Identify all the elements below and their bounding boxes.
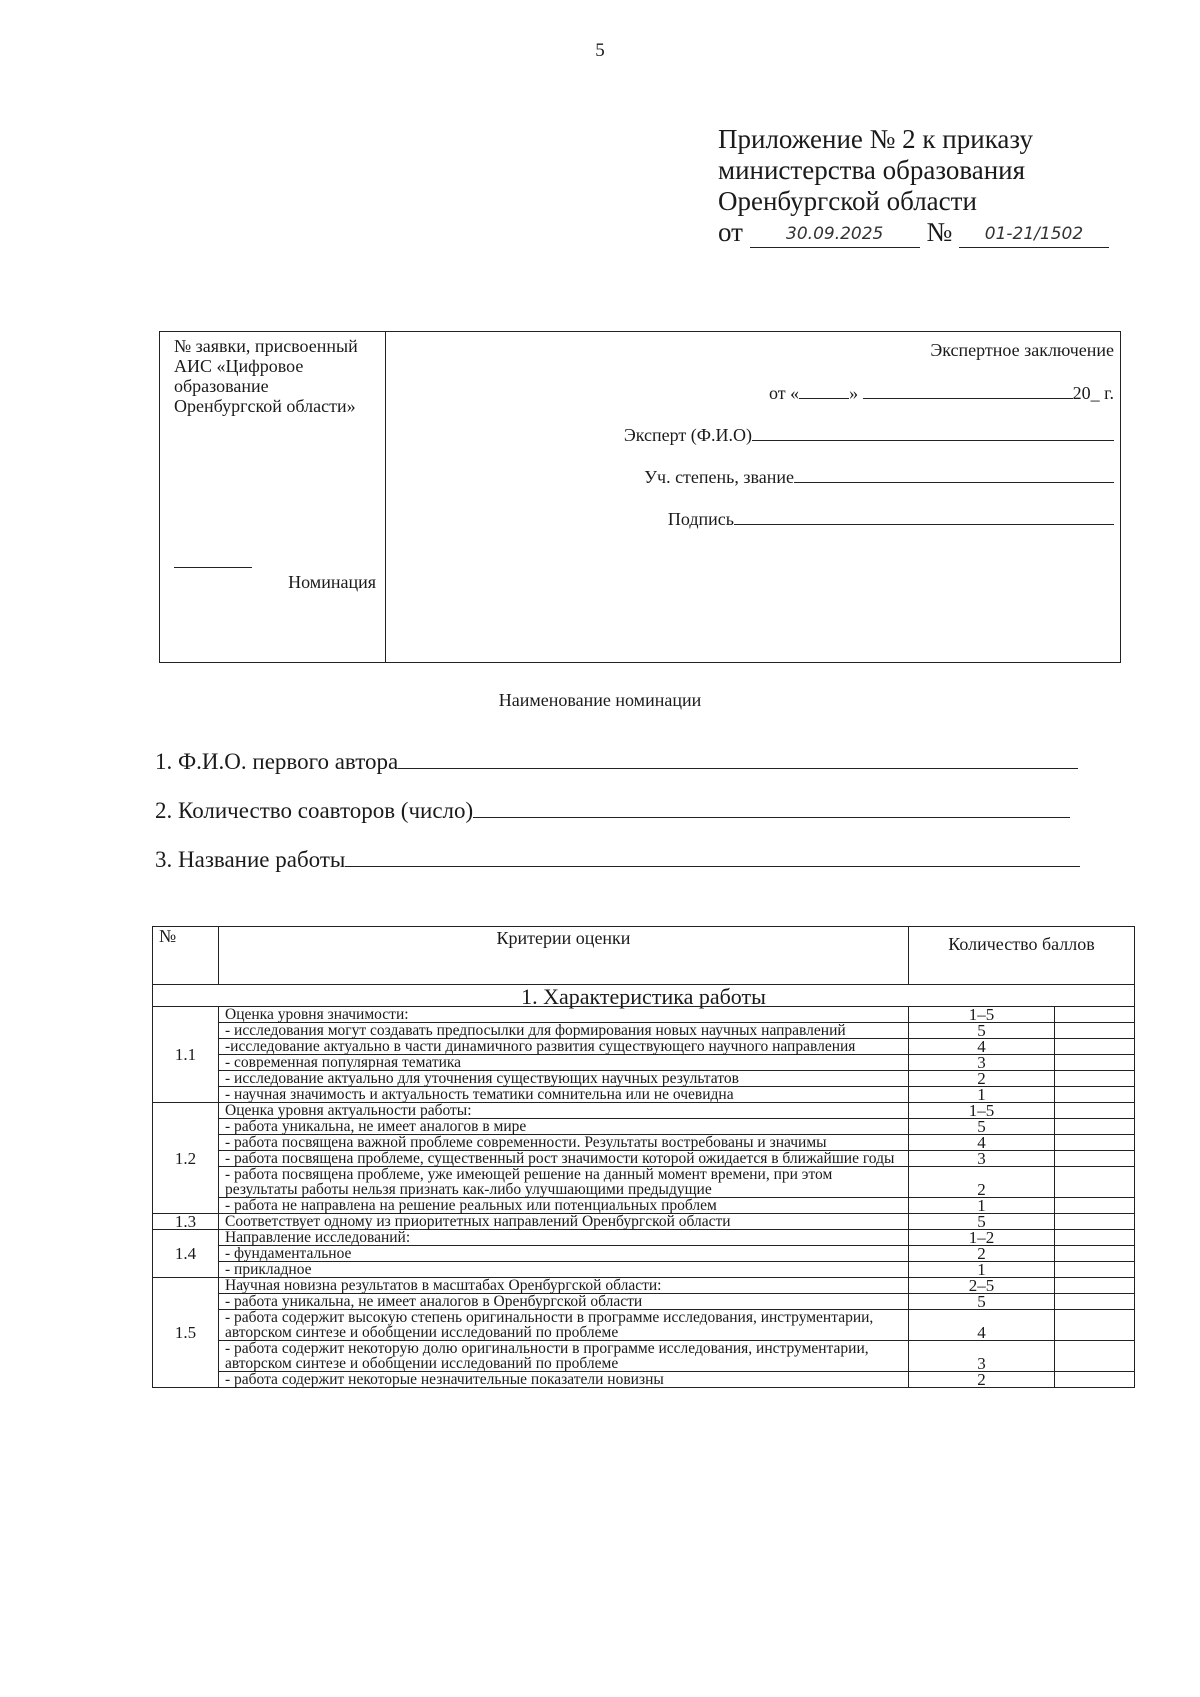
first-author-blank[interactable]	[398, 748, 1078, 769]
date-prefix: от «	[769, 383, 800, 403]
table-header-row	[153, 927, 1135, 985]
header-score: Количество баллов	[909, 927, 1135, 985]
criterion-score: 5	[909, 1119, 1055, 1135]
table-row	[153, 1372, 1135, 1388]
score-entry-cell[interactable]	[1055, 1135, 1135, 1151]
date-year: 20_ г.	[1072, 383, 1114, 403]
score-entry-cell[interactable]	[1055, 1039, 1135, 1055]
appendix-line-3: Оренбургской области	[718, 186, 977, 216]
criterion-score: 2	[909, 1071, 1055, 1087]
score-entry-cell[interactable]	[1055, 1119, 1135, 1135]
criterion-score: 4	[909, 1039, 1055, 1055]
criterion-text: - работа посвящена проблеме, существенный рост значимости которой ожидается в ближайшие годы	[219, 1151, 909, 1167]
score-entry-cell[interactable]	[1055, 1167, 1135, 1198]
score-entry-cell[interactable]	[1055, 1294, 1135, 1310]
table-row	[153, 1039, 1135, 1055]
appendix-header	[718, 124, 1109, 248]
criterion-text: - фундаментальное	[219, 1246, 909, 1262]
criterion-score: 3	[909, 1055, 1055, 1071]
table-row	[153, 1310, 1135, 1341]
criteria-body	[153, 985, 1135, 1388]
criterion-number: 1.2	[153, 1103, 219, 1214]
expert-form-box	[159, 331, 1121, 663]
table-row	[153, 1167, 1135, 1198]
table-row	[153, 1230, 1135, 1246]
criterion-score: 1	[909, 1198, 1055, 1214]
expert-label: Эксперт (Ф.И.О)	[623, 425, 752, 445]
criterion-text: Научная новизна результатов в масштабах Оренбургской области:	[219, 1278, 909, 1294]
criterion-score: 2–5	[909, 1278, 1055, 1294]
form-left-column	[160, 332, 386, 662]
field-label: 3. Название работы	[155, 847, 346, 872]
criterion-text: - работа содержит некоторую долю оригинальности в программе исследования, инструментарии, авторском синтезе и обобщении исследований по проблеме	[219, 1341, 909, 1372]
table-row	[153, 1341, 1135, 1372]
criterion-text: - современная популярная тематика	[219, 1055, 909, 1071]
criterion-score: 4	[909, 1310, 1055, 1341]
order-number: 01-21/1502	[959, 219, 1109, 248]
criterion-score: 1–5	[909, 1007, 1055, 1023]
score-entry-cell[interactable]	[1055, 1071, 1135, 1087]
score-entry-cell[interactable]	[1055, 1341, 1135, 1372]
score-entry-cell[interactable]	[1055, 1278, 1135, 1294]
criterion-score: 2	[909, 1167, 1055, 1198]
criterion-score: 2	[909, 1246, 1055, 1262]
score-entry-cell[interactable]	[1055, 1023, 1135, 1039]
criteria-table	[152, 926, 1135, 1388]
criterion-text: - прикладное	[219, 1262, 909, 1278]
criterion-number: 1.1	[153, 1007, 219, 1103]
section-row	[153, 985, 1135, 1007]
application-number-label: № заявки, присвоенный АИС «Цифровое образование Оренбургской области»	[174, 336, 358, 416]
criterion-text: Оценка уровня актуальности работы:	[219, 1103, 909, 1119]
criterion-text: - научная значимость и актуальность тематики сомнительна или не очевидна	[219, 1087, 909, 1103]
page-number: 5	[595, 40, 605, 61]
from-label: от	[718, 217, 743, 247]
criterion-text: Направление исследований:	[219, 1230, 909, 1246]
criterion-text: Оценка уровня значимости:	[219, 1007, 909, 1023]
score-entry-cell[interactable]	[1055, 1007, 1135, 1023]
table-row	[153, 1294, 1135, 1310]
table-row	[153, 1135, 1135, 1151]
expert-blank[interactable]	[752, 424, 1114, 441]
header-criteria: Критерии оценки	[219, 927, 909, 985]
criterion-text: - работа содержит высокую степень оригинальности в программе исследования, инструментарии, авторском синтезе и обобщении исследований по проблеме	[219, 1310, 909, 1341]
coauthors-blank[interactable]	[473, 797, 1070, 818]
appendix-date-line	[718, 217, 1109, 248]
score-entry-cell[interactable]	[1055, 1310, 1135, 1341]
criterion-score: 1	[909, 1087, 1055, 1103]
criterion-score: 2	[909, 1372, 1055, 1388]
expert-conclusion-title: Экспертное заключение	[930, 340, 1114, 360]
table-row	[153, 1119, 1135, 1135]
field-label: 1. Ф.И.О. первого автора	[155, 749, 399, 774]
criterion-score: 4	[909, 1135, 1055, 1151]
criterion-text: - работа уникальна, не имеет аналогов в Оренбургской области	[219, 1294, 909, 1310]
nomination-label: Номинация	[288, 572, 376, 592]
table-row	[153, 1023, 1135, 1039]
criterion-text: - исследования могут создавать предпосылки для формирования новых научных направлений	[219, 1023, 909, 1039]
work-title-blank[interactable]	[345, 846, 1080, 867]
criterion-text: - работа не направлена на решение реальных или потенциальных проблем	[219, 1198, 909, 1214]
criterion-text: - работа уникальна, не имеет аналогов в мире	[219, 1119, 909, 1135]
table-row	[153, 1055, 1135, 1071]
criterion-score: 1	[909, 1262, 1055, 1278]
criterion-text: - работа посвящена проблеме, уже имеющей решение на данный момент времени, при этом результаты работы нельзя признать как-либо улучшающими предыдущие	[219, 1167, 909, 1198]
criterion-number: 1.5	[153, 1278, 219, 1388]
criterion-number: 1.3	[153, 1214, 219, 1230]
criterion-score: 5	[909, 1214, 1055, 1230]
score-entry-cell[interactable]	[1055, 1372, 1135, 1388]
conclusion-date-line	[769, 382, 1114, 404]
score-entry-cell[interactable]	[1055, 1198, 1135, 1214]
number-label: №	[926, 217, 953, 247]
score-entry-cell[interactable]	[1055, 1151, 1135, 1167]
date-mid: »	[849, 383, 859, 403]
day-blank[interactable]	[799, 382, 849, 399]
appendix-line-2: министерства образования	[718, 155, 1026, 185]
score-entry-cell[interactable]	[1055, 1246, 1135, 1262]
table-row	[153, 1103, 1135, 1119]
criterion-text: Соответствует одному из приоритетных направлений Оренбургской области	[219, 1214, 909, 1230]
section-title: 1. Характеристика работы	[153, 985, 1135, 1007]
signature-label: Подпись	[667, 509, 734, 529]
field-coauthors	[155, 797, 1070, 824]
score-entry-cell[interactable]	[1055, 1055, 1135, 1071]
table-row	[153, 1071, 1135, 1087]
table-row	[153, 1151, 1135, 1167]
criterion-text: - работа содержит некоторые незначительные показатели новизны	[219, 1372, 909, 1388]
table-row	[153, 1198, 1135, 1214]
criterion-score: 3	[909, 1341, 1055, 1372]
signature-line	[668, 508, 1114, 530]
field-work-title	[155, 846, 1080, 873]
degree-blank[interactable]	[794, 466, 1114, 483]
criterion-text: - работа посвящена важной проблеме современности. Результаты востребованы и значимы	[219, 1135, 909, 1151]
criterion-score: 5	[909, 1023, 1055, 1039]
score-entry-cell[interactable]	[1055, 1262, 1135, 1278]
score-entry-cell[interactable]	[1055, 1103, 1135, 1119]
criterion-text: - исследование актуально для уточнения существующих научных результатов	[219, 1071, 909, 1087]
order-date: 30.09.2025	[750, 219, 920, 248]
application-number-blank[interactable]	[174, 567, 252, 568]
form-right-column	[386, 332, 1120, 662]
criterion-score: 1–2	[909, 1230, 1055, 1246]
nomination-title: Наименование номинации	[498, 690, 702, 710]
degree-label: Уч. степень, звание	[644, 467, 794, 487]
month-blank[interactable]	[863, 382, 1073, 399]
criterion-number: 1.4	[153, 1230, 219, 1278]
table-row	[153, 1278, 1135, 1294]
score-entry-cell[interactable]	[1055, 1087, 1135, 1103]
expert-line	[624, 424, 1114, 446]
signature-blank[interactable]	[734, 508, 1114, 525]
score-entry-cell[interactable]	[1055, 1214, 1135, 1230]
table-row	[153, 1246, 1135, 1262]
score-entry-cell[interactable]	[1055, 1230, 1135, 1246]
criterion-score: 5	[909, 1294, 1055, 1310]
appendix-line-1: Приложение № 2 к приказу	[718, 124, 1033, 154]
criterion-score: 3	[909, 1151, 1055, 1167]
criterion-text: -исследование актуально в части динамичного развития существующего научного направления	[219, 1039, 909, 1055]
header-no: №	[153, 927, 219, 985]
degree-line	[644, 466, 1114, 488]
criterion-score: 1–5	[909, 1103, 1055, 1119]
field-first-author	[155, 748, 1078, 775]
field-label: 2. Количество соавторов (число)	[155, 798, 474, 823]
